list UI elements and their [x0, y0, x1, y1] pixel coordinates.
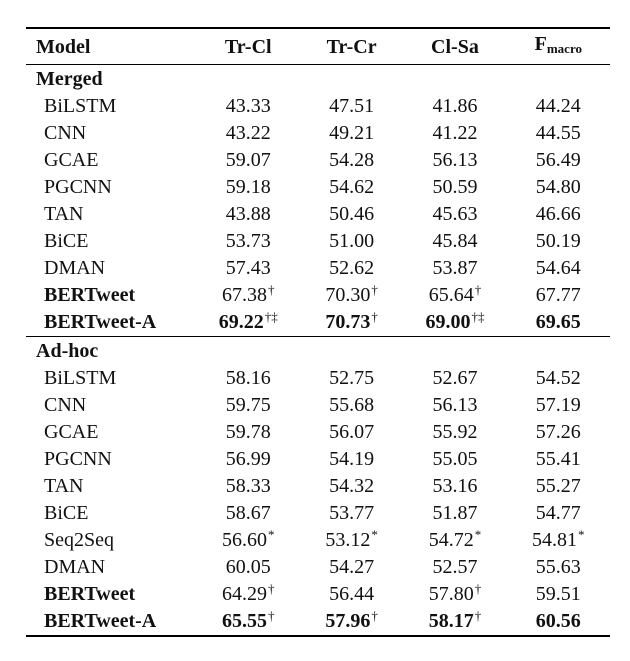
score-value: 52.75 [329, 367, 375, 389]
score-cell [507, 419, 610, 446]
score-value: 58.33 [225, 475, 271, 497]
significance-marker: † [268, 608, 275, 623]
score-cell [197, 201, 300, 228]
score-cell [507, 120, 610, 147]
score-value: 65.55 [222, 610, 267, 632]
score-cell [403, 500, 506, 527]
header-tr-cl: Tr-Cl [224, 35, 272, 58]
score-value: 58.16 [225, 367, 271, 389]
score-cell [507, 309, 610, 337]
score-cell [507, 255, 610, 282]
table-row [26, 309, 610, 337]
significance-marker: †‡ [471, 309, 485, 324]
score-value: 56.13 [432, 394, 478, 416]
score-value: 55.63 [535, 556, 581, 578]
score-value: 56.60 [222, 529, 267, 551]
table-header [26, 28, 610, 65]
score-value: 60.05 [225, 556, 271, 578]
score-value: 55.92 [432, 421, 478, 443]
score-value: 50.59 [432, 176, 478, 198]
score-cell [403, 473, 506, 500]
significance-marker: * [578, 527, 585, 542]
model-name: BiCE [44, 502, 89, 524]
score-value: 53.16 [432, 475, 478, 497]
score-value: 57.80 [428, 583, 474, 605]
score-cell [300, 419, 403, 446]
score-cell [197, 554, 300, 581]
score-value: 41.86 [432, 95, 478, 117]
score-cell [403, 228, 506, 255]
score-cell [403, 120, 506, 147]
score-cell [403, 255, 506, 282]
score-value: 54.81 [532, 529, 578, 551]
score-cell [197, 608, 300, 636]
score-cell [507, 174, 610, 201]
model-name: BiLSTM [44, 95, 117, 117]
score-value: 54.52 [535, 367, 581, 389]
score-value: 46.66 [535, 203, 581, 225]
score-cell [197, 93, 300, 120]
table-row [26, 174, 610, 201]
fmacro-sub: macro [546, 41, 582, 56]
score-cell [507, 392, 610, 419]
score-value: 43.88 [225, 203, 271, 225]
score-value: 53.12 [325, 529, 371, 551]
table-row [26, 527, 610, 554]
table-row [26, 419, 610, 446]
score-cell [197, 392, 300, 419]
score-value: 52.67 [432, 367, 478, 389]
table-row [26, 608, 610, 636]
score-value: 54.62 [329, 176, 375, 198]
model-name: BERTweet-A [44, 311, 157, 333]
score-value: 54.19 [329, 448, 375, 470]
score-cell [403, 446, 506, 473]
score-cell [507, 608, 610, 636]
score-value: 53.73 [225, 230, 271, 252]
score-value: 70.73 [325, 311, 371, 333]
score-value: 59.07 [225, 149, 271, 171]
score-value: 57.43 [225, 257, 271, 279]
score-value: 58.17 [428, 610, 474, 632]
score-cell [403, 581, 506, 608]
score-value: 52.57 [432, 556, 478, 578]
header-cl-sa: Cl-Sa [431, 35, 479, 58]
model-name: BERTweet [44, 583, 136, 605]
table-row [26, 228, 610, 255]
group-title: Merged [36, 68, 103, 90]
score-cell [300, 309, 403, 337]
significance-marker: † [268, 282, 275, 297]
model-name: DMAN [44, 257, 106, 279]
model-name: GCAE [44, 421, 99, 443]
fmacro-main: F [534, 33, 547, 55]
score-value: 59.75 [225, 394, 271, 416]
table-row [26, 255, 610, 282]
significance-marker: * [474, 527, 482, 542]
score-cell [403, 309, 506, 337]
score-cell [197, 255, 300, 282]
significance-marker: † [474, 608, 482, 623]
score-cell [300, 255, 403, 282]
score-value: 57.26 [535, 421, 581, 443]
score-cell [300, 554, 403, 581]
score-cell [197, 282, 300, 309]
score-cell [403, 93, 506, 120]
score-cell [403, 527, 506, 554]
results-table [26, 27, 610, 637]
score-value: 50.19 [535, 230, 581, 252]
significance-marker: † [371, 282, 378, 297]
score-value: 51.00 [329, 230, 375, 252]
model-name: CNN [44, 122, 87, 144]
score-value: 50.46 [329, 203, 375, 225]
score-value: 59.78 [225, 421, 271, 443]
results-table-container [26, 27, 610, 637]
score-cell [300, 473, 403, 500]
score-value: 53.77 [329, 502, 375, 524]
score-value: 55.68 [329, 394, 375, 416]
score-value: 41.22 [432, 122, 478, 144]
score-cell [300, 446, 403, 473]
score-value: 59.51 [535, 583, 581, 605]
score-cell [197, 309, 300, 337]
model-name: BERTweet-A [44, 610, 157, 632]
table-row [26, 554, 610, 581]
model-name: CNN [44, 394, 87, 416]
score-cell [197, 500, 300, 527]
score-cell [197, 120, 300, 147]
score-value: 54.80 [535, 176, 581, 198]
model-name: BERTweet [44, 284, 136, 306]
score-cell [197, 473, 300, 500]
score-value: 52.62 [329, 257, 375, 279]
score-cell [300, 608, 403, 636]
score-value: 56.49 [535, 149, 581, 171]
score-cell [197, 527, 300, 554]
score-value: 56.07 [329, 421, 375, 443]
table-row [26, 581, 610, 608]
score-cell [403, 147, 506, 174]
model-name: Seq2Seq [44, 529, 114, 551]
significance-marker: † [371, 608, 378, 623]
table-row [26, 473, 610, 500]
score-value: 44.24 [535, 95, 581, 117]
score-value: 54.72 [428, 529, 474, 551]
significance-marker: † [371, 309, 378, 324]
score-cell [300, 392, 403, 419]
score-cell [197, 174, 300, 201]
score-cell [300, 228, 403, 255]
score-value: 45.84 [432, 230, 478, 252]
score-cell [403, 419, 506, 446]
header-row [26, 28, 610, 65]
score-value: 58.67 [225, 502, 271, 524]
score-cell [197, 147, 300, 174]
model-name: BiLSTM [44, 367, 117, 389]
score-cell [300, 93, 403, 120]
score-cell [300, 581, 403, 608]
score-cell [197, 446, 300, 473]
header-fmacro [507, 28, 610, 65]
score-cell [403, 608, 506, 636]
score-value: 44.55 [535, 122, 581, 144]
score-cell [507, 201, 610, 228]
score-cell [507, 527, 610, 554]
score-value: 56.99 [225, 448, 271, 470]
table-row [26, 392, 610, 419]
score-cell [507, 228, 610, 255]
model-name: TAN [44, 475, 84, 497]
score-value: 43.33 [225, 95, 271, 117]
score-cell [197, 365, 300, 392]
significance-marker: † [474, 581, 482, 596]
table-row [26, 120, 610, 147]
score-cell [300, 500, 403, 527]
merged-group [26, 65, 610, 337]
model-name: TAN [44, 203, 84, 225]
score-value: 67.38 [222, 284, 267, 306]
score-cell [507, 473, 610, 500]
table-row [26, 500, 610, 527]
score-cell [403, 282, 506, 309]
header-model: Model [36, 35, 91, 58]
significance-marker: † [268, 581, 275, 596]
score-value: 45.63 [432, 203, 478, 225]
table-row [26, 201, 610, 228]
model-name: BiCE [44, 230, 89, 252]
significance-marker: † [474, 282, 482, 297]
score-cell [403, 201, 506, 228]
score-cell [300, 201, 403, 228]
score-cell [507, 581, 610, 608]
score-value: 54.77 [535, 502, 581, 524]
score-cell [300, 527, 403, 554]
score-value: 54.64 [535, 257, 581, 279]
table-row [26, 282, 610, 309]
score-cell [507, 365, 610, 392]
score-value: 56.44 [329, 583, 375, 605]
score-cell [300, 282, 403, 309]
table-row [26, 365, 610, 392]
score-value: 55.27 [535, 475, 581, 497]
score-cell [300, 174, 403, 201]
group-title-row [26, 65, 610, 94]
score-cell [300, 147, 403, 174]
score-cell [197, 581, 300, 608]
score-cell [507, 282, 610, 309]
score-value: 57.19 [535, 394, 581, 416]
score-value: 65.64 [428, 284, 474, 306]
adhoc-group [26, 337, 610, 637]
score-value: 69.65 [535, 311, 581, 333]
score-value: 55.41 [535, 448, 581, 470]
score-value: 51.87 [432, 502, 478, 524]
group-title: Ad-hoc [36, 340, 99, 362]
score-cell [507, 93, 610, 120]
score-cell [507, 147, 610, 174]
table-row [26, 93, 610, 120]
score-value: 67.77 [535, 284, 581, 306]
score-value: 59.18 [225, 176, 271, 198]
score-value: 54.27 [329, 556, 375, 578]
score-value: 43.22 [225, 122, 271, 144]
score-value: 70.30 [325, 284, 371, 306]
score-cell [507, 554, 610, 581]
score-value: 69.00 [425, 311, 471, 333]
score-value: 56.13 [432, 149, 478, 171]
score-value: 64.29 [222, 583, 267, 605]
header-tr-cr: Tr-Cr [326, 35, 377, 58]
significance-marker: * [268, 527, 275, 542]
score-cell [507, 500, 610, 527]
model-name: PGCNN [44, 448, 112, 470]
score-cell [507, 446, 610, 473]
table-row [26, 147, 610, 174]
model-name: GCAE [44, 149, 99, 171]
score-value: 53.87 [432, 257, 478, 279]
score-cell [403, 554, 506, 581]
model-name: PGCNN [44, 176, 112, 198]
score-cell [197, 228, 300, 255]
score-cell [403, 392, 506, 419]
score-value: 60.56 [535, 610, 581, 632]
table-row [26, 446, 610, 473]
score-value: 47.51 [329, 95, 375, 117]
score-value: 57.96 [325, 610, 371, 632]
score-cell [403, 365, 506, 392]
score-value: 54.28 [329, 149, 375, 171]
score-value: 54.32 [329, 475, 375, 497]
model-name: DMAN [44, 556, 106, 578]
score-cell [403, 174, 506, 201]
significance-marker: * [371, 527, 378, 542]
score-value: 69.22 [218, 311, 264, 333]
score-value: 55.05 [432, 448, 478, 470]
significance-marker: †‡ [264, 309, 278, 324]
score-cell [300, 120, 403, 147]
score-cell [300, 365, 403, 392]
score-cell [197, 419, 300, 446]
group-title-row [26, 337, 610, 366]
score-value: 49.21 [329, 122, 375, 144]
